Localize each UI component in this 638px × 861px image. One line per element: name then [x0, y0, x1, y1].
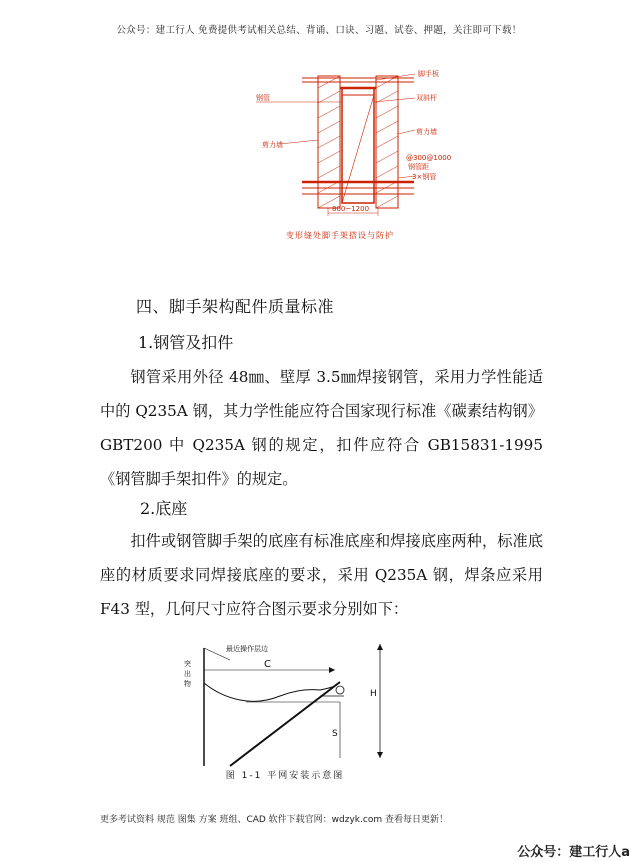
safety-net-curve [204, 683, 335, 701]
side-note-3: 物 [184, 680, 191, 688]
c-dimension-label: C [264, 659, 271, 670]
left-wall-label: 剪力墙 [262, 141, 283, 149]
footer-note: 更多考试资料 规范 图集 方案 班组、CAD 软件下载官网：wdzyk.com 查看每日更新！ [100, 815, 448, 825]
steel-tube-label: 钢管 [256, 94, 270, 102]
s-dimension-label: S [332, 729, 338, 739]
pipe-label: 3×钢管 [412, 173, 437, 181]
header-notice: 公众号：建工行人 免费提供考试相关总结、背诵、口诀、习题、试卷、押题，关注即可下载！ [116, 25, 522, 36]
side-note-2: 出 [184, 670, 191, 678]
expansion-joint-scaffold-figure [250, 68, 460, 243]
spacing-label: @300@1000 [406, 154, 452, 162]
section-heading: 四、脚手架构配件质量标准 [136, 297, 335, 316]
h-dimension-label: H [370, 689, 377, 699]
paragraph-steel-tube: 钢管采用外径 48㎜、壁厚 3.5㎜焊接钢管，采用力学性能适中的 Q235A 钢，其力学性能应符合国家现行标准《碳素结构钢》GBT200 中 Q235A 钢的规定，扣件应符合 GB15831-1995《钢管脚手架扣件》的规定。 [100, 368, 543, 488]
subheading-steel-tube: 1.钢管及扣件 [138, 333, 234, 352]
width-dimension-label: 800~1200 [332, 205, 370, 213]
side-note-1: 突 [184, 660, 191, 668]
top-note-label: 最近操作层边 [226, 645, 268, 653]
subheading-base: 2.底座 [140, 499, 188, 518]
cross-brace-label: 双斜杆 [416, 94, 437, 102]
right-wall-label: 剪力墙 [416, 128, 437, 136]
paragraph-base: 扣件或钢管脚手架的底座有标准底座和焊接底座两种，标准底座的材质要求同焊接底座的要求，采用 Q235A 钢，焊条应采用 F43 型，几何尺寸应符合图示要求分别如下： [100, 532, 543, 618]
flat-net-installation-figure [170, 638, 405, 768]
brand-footer: 公众号：建工行人a [517, 845, 630, 860]
tube-distance-label: 钢管距 [408, 163, 429, 171]
dust-board-label: 脚手板 [418, 70, 439, 78]
figure1-caption: 变形缝处脚手架搭设与防护 [286, 231, 394, 240]
figure2-caption: 图 1-1 平网安装示意图 [225, 771, 345, 781]
